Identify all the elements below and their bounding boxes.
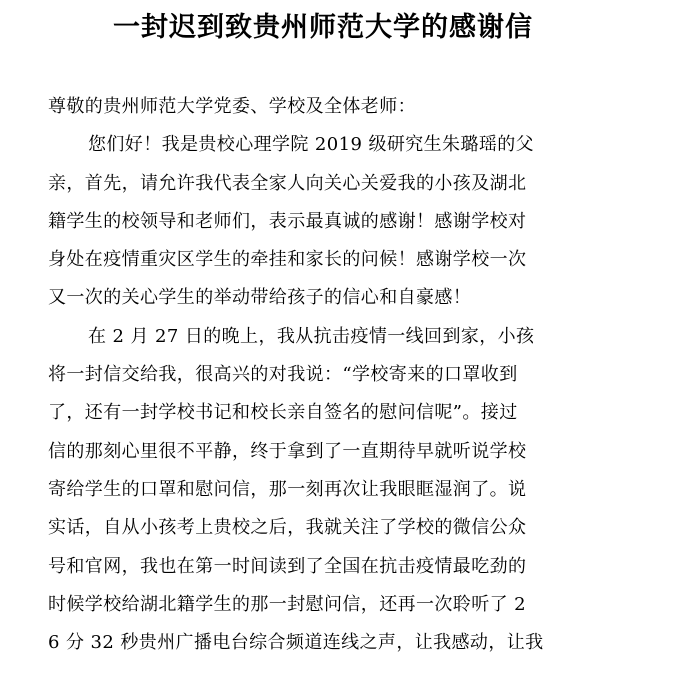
text-line: 6 分 32 秒贵州广播电台综合频道连线之声，让我感动，让我: [48, 632, 544, 654]
letter-title: 一封迟到致贵州师范大学的感谢信: [113, 12, 533, 43]
text-line: 号和官网，我也在第一时间读到了全国在抗击疫情最吃劲的: [48, 555, 527, 577]
text-line: 您们好！我是贵校心理学院 2019 级研究生朱璐瑶的父: [88, 134, 535, 156]
paragraph-1: [48, 126, 600, 317]
text-line: 时候学校给湖北籍学生的那一封慰问信，还再一次聆听了 2: [48, 593, 526, 615]
letter-body: [48, 88, 600, 662]
text-line: 实话，自从小孩考上贵校之后，我就关注了学校的微信公众: [48, 517, 527, 539]
text-line: 亲，首先，请允许我代表全家人向关心关爱我的小孩及湖北: [48, 172, 527, 194]
text-line: 将一封信交给我，很高兴的对我说：“学校寄来的口罩收到: [48, 364, 518, 386]
text-line: 籍学生的校领导和老师们，表示最真诚的感谢！感谢学校对: [48, 210, 527, 232]
text-line: 又一次的关心学生的举动带给孩子的信心和自豪感！: [48, 287, 472, 309]
salutation: 尊敬的贵州师范大学党委、学校及全体老师：: [48, 96, 416, 117]
text-line: 信的那刻心里很不平静，终于拿到了一直期待早就听说学校: [48, 440, 527, 462]
text-line: 身处在疫情重灾区学生的牵挂和家长的问候！感谢学校一次: [48, 249, 527, 271]
text-line: 在 2 月 27 日的晚上，我从抗击疫情一线回到家，小孩: [88, 325, 535, 347]
text-line: 了，还有一封学校书记和校长亲自签名的慰问信呢”。接过: [48, 402, 518, 424]
text-line: 寄给学生的口罩和慰问信，那一刻再次让我眼眶湿润了。说: [48, 478, 527, 500]
paragraph-2: [48, 318, 600, 663]
